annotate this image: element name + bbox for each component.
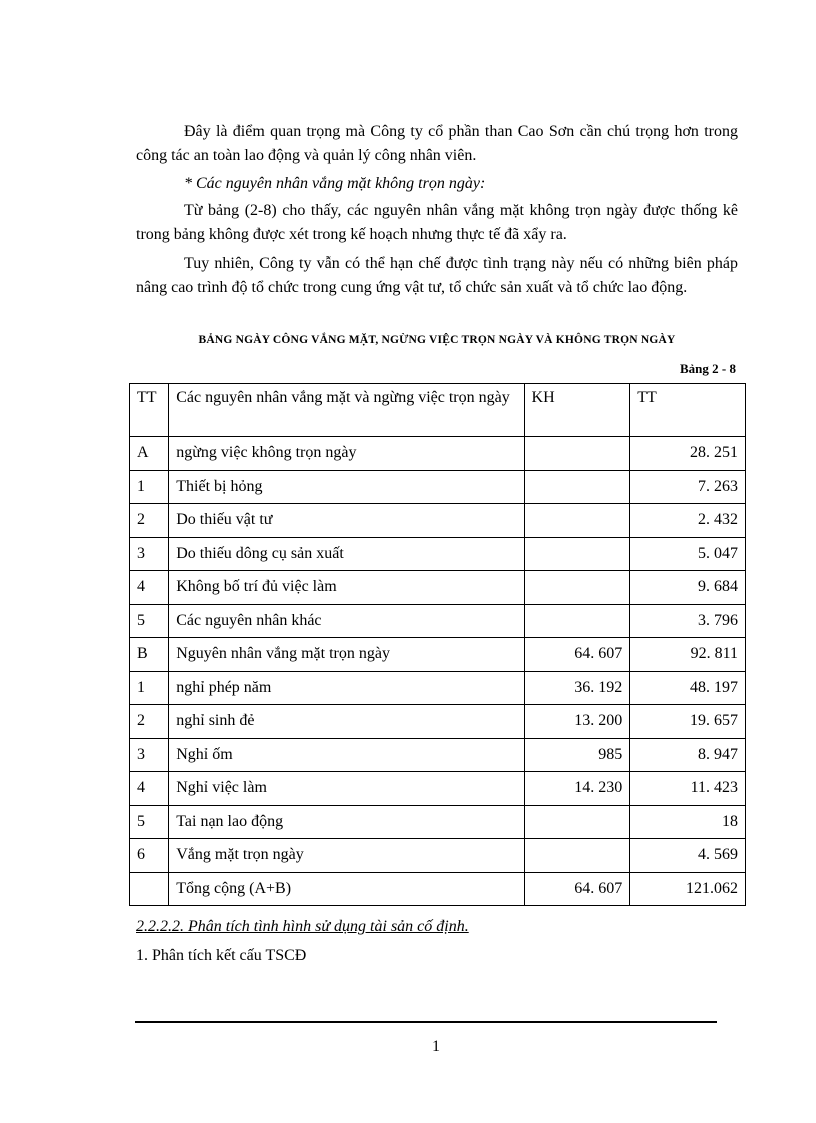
paragraph-improvement-measures: Tuy nhiên, Công ty vẫn có thể hạn chế được tình trạng này nếu có những biên pháp nâng cao trình độ tổ chức trong cung ứng vật tư, tổ chức sản xuất và tổ chức lao động. bbox=[136, 255, 738, 296]
table-row bbox=[130, 839, 746, 873]
table-row bbox=[130, 504, 746, 538]
table-row bbox=[130, 470, 746, 504]
paragraph-table-reference: Từ bảng (2-8) cho thấy, các nguyên nhân vắng mặt không trọn ngày được thống kê trong bảng không được xét trong kế hoạch nhưng thực tế đã xẩy ra. bbox=[136, 202, 738, 243]
cell-plan bbox=[524, 504, 630, 538]
cell-tt: 5 bbox=[130, 805, 169, 839]
cell-cause: Nguyên nhân vắng mặt trọn ngày bbox=[169, 638, 524, 672]
cell-cause: Các nguyên nhân khác bbox=[169, 604, 524, 638]
cell-cause: Do thiếu vật tư bbox=[169, 504, 524, 538]
table-row bbox=[130, 604, 746, 638]
cell-tt: 5 bbox=[130, 604, 169, 638]
footer-rule bbox=[135, 1021, 717, 1023]
cell-cause: Nghỉ ốm bbox=[169, 738, 524, 772]
cell-actual: 19. 657 bbox=[630, 705, 746, 739]
cell-plan bbox=[524, 805, 630, 839]
cell-tt: 3 bbox=[130, 537, 169, 571]
table-row bbox=[130, 537, 746, 571]
cell-plan bbox=[524, 437, 630, 471]
cell-actual: 5. 047 bbox=[630, 537, 746, 571]
cell-plan bbox=[524, 537, 630, 571]
cell-cause: ngừng việc không trọn ngày bbox=[169, 437, 524, 471]
cell-tt: 3 bbox=[130, 738, 169, 772]
subheading: 1. Phân tích kết cấu TSCĐ bbox=[136, 947, 307, 964]
cell-plan bbox=[524, 571, 630, 605]
table-row bbox=[130, 638, 746, 672]
cell-actual: 9. 684 bbox=[630, 571, 746, 605]
cell-tt: 2 bbox=[130, 705, 169, 739]
table-title: BẢNG NGÀY CÔNG VẮNG MẶT, NGỪNG VIỆC TRỌN NGÀY VÀ KHÔNG TRỌN NGÀY bbox=[198, 334, 676, 346]
cell-cause: Vắng mặt trọn ngày bbox=[169, 839, 524, 873]
table-row bbox=[130, 705, 746, 739]
cell-tt: 1 bbox=[130, 671, 169, 705]
cell-plan: 14. 230 bbox=[524, 772, 630, 806]
cell-actual: 11. 423 bbox=[630, 772, 746, 806]
cell-actual: 7. 263 bbox=[630, 470, 746, 504]
cell-actual: 3. 796 bbox=[630, 604, 746, 638]
cell-cause: Thiết bị hỏng bbox=[169, 470, 524, 504]
cell-actual: 28. 251 bbox=[630, 437, 746, 471]
header-plan: KH bbox=[524, 384, 630, 437]
page-number: 1 bbox=[432, 1038, 440, 1055]
absence-table bbox=[129, 383, 746, 906]
cell-actual: 2. 432 bbox=[630, 504, 746, 538]
table-row bbox=[130, 738, 746, 772]
cell-plan bbox=[524, 604, 630, 638]
cell-cause: Do thiếu dông cụ sản xuất bbox=[169, 537, 524, 571]
header-tt: TT bbox=[130, 384, 169, 437]
cell-cause: Nghỉ việc làm bbox=[169, 772, 524, 806]
table-label: Bảng 2 - 8 bbox=[680, 361, 736, 376]
table-header-row bbox=[130, 384, 746, 437]
cell-tt: B bbox=[130, 638, 169, 672]
cell-tt: 1 bbox=[130, 470, 169, 504]
paragraph-partial-absence-heading: * Các nguyên nhân vắng mặt không trọn ngày: bbox=[184, 175, 486, 192]
cell-actual: 48. 197 bbox=[630, 671, 746, 705]
cell-cause: nghỉ phép năm bbox=[169, 671, 524, 705]
table-row bbox=[130, 437, 746, 471]
cell-plan: 985 bbox=[524, 738, 630, 772]
table-row bbox=[130, 805, 746, 839]
cell-actual: 8. 947 bbox=[630, 738, 746, 772]
cell-actual: 121.062 bbox=[630, 872, 746, 906]
table-row bbox=[130, 872, 746, 906]
cell-tt: 6 bbox=[130, 839, 169, 873]
cell-plan: 13. 200 bbox=[524, 705, 630, 739]
section-heading: 2.2.2.2. Phân tích tình hình sử dụng tài sản cố định. bbox=[136, 918, 469, 935]
cell-cause: Tổng cộng (A+B) bbox=[169, 872, 524, 906]
cell-tt bbox=[130, 872, 169, 906]
table-row bbox=[130, 671, 746, 705]
cell-actual: 92. 811 bbox=[630, 638, 746, 672]
cell-actual: 4. 569 bbox=[630, 839, 746, 873]
cell-tt: 4 bbox=[130, 571, 169, 605]
header-actual: TT bbox=[630, 384, 746, 437]
cell-tt: 4 bbox=[130, 772, 169, 806]
cell-cause: nghỉ sinh đẻ bbox=[169, 705, 524, 739]
table-row bbox=[130, 772, 746, 806]
cell-plan bbox=[524, 839, 630, 873]
table-row bbox=[130, 571, 746, 605]
cell-tt: 2 bbox=[130, 504, 169, 538]
cell-cause: Không bố trí đủ việc làm bbox=[169, 571, 524, 605]
cell-plan: 64. 607 bbox=[524, 638, 630, 672]
cell-plan: 36. 192 bbox=[524, 671, 630, 705]
cell-plan bbox=[524, 470, 630, 504]
cell-cause: Tai nạn lao động bbox=[169, 805, 524, 839]
paragraph-safety-note: Đây là điểm quan trọng mà Công ty cổ phần than Cao Sơn cần chú trọng hơn trong công tác an toàn lao động và quản lý công nhân viên. bbox=[136, 123, 738, 164]
cell-plan: 64. 607 bbox=[524, 872, 630, 906]
cell-tt: A bbox=[130, 437, 169, 471]
header-cause: Các nguyên nhân vắng mặt và ngừng việc trọn ngày bbox=[169, 384, 524, 437]
cell-actual: 18 bbox=[630, 805, 746, 839]
